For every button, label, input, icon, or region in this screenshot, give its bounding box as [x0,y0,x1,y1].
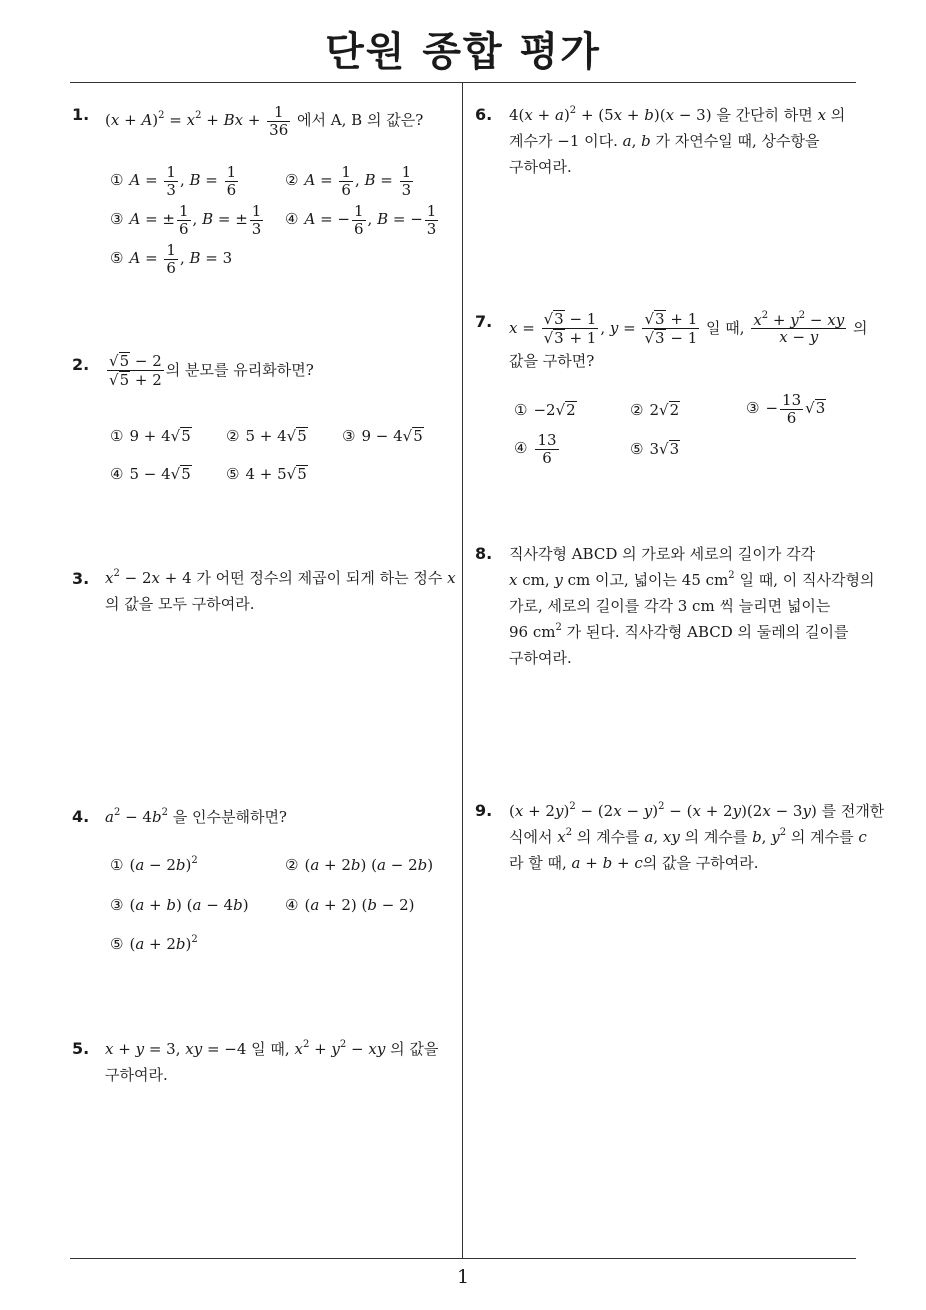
problem-stem: $\frac{√5 - 2}{√5 + 2}$ 의 분모를 유리화하면? [109,352,314,390]
option-1[interactable]: ① −2√2 [514,401,576,419]
problem-number: 7. [475,312,493,331]
problem-stem-line-1: x + y = 3, xy = −4 일 때, $x^2 + y^2$ − xy 의 값을 [105,1039,439,1058]
stem-text: 을 인수분해하면? [167,808,287,826]
problem-stem-line-2: 의 값을 모두 구하여라. [105,595,255,613]
problem-number: 8. [475,544,493,563]
problem-stem-line-2: 계수가 −1 이다. a, b 가 자연수일 때, 상수항을 [509,132,820,150]
stem-text: 일 때, [246,1040,295,1058]
top-rule [70,82,856,83]
page-number: 1 [456,1266,470,1288]
option-5[interactable]: ⑤ 4 + 5√5 [226,465,307,483]
problem-stem: $a^2 - 4b^2$ 을 인수분해하면? [105,807,287,826]
option-5[interactable]: ⑤ 3√3 [630,440,680,458]
stem-text: 의 [848,318,868,337]
option-4[interactable]: ④ $\frac{13}{6}$ [514,431,557,467]
option-2[interactable]: ② A = $\frac{1}{6}$ , B = $\frac{1}{3}$ [285,163,412,199]
option-2[interactable]: ② 2√2 [630,401,680,419]
option-3[interactable]: ③ A = ± $\frac{1}{6}$ , B = ± $\frac{1}{3}$ [110,202,262,238]
option-3[interactable]: ③ − $\frac{13}{6}$ √3 [746,391,826,427]
option-5[interactable]: ⑤ A = $\frac{1}{6}$ , B = 3 [110,241,233,277]
option-1[interactable]: ① 9 + 4√5 [110,427,191,445]
problem-stem-line-1: $(x + 2y)^2 - (2x - y)^2 - (x + 2y)(2x - 3y)$ 를 전개한 [509,801,885,820]
column-divider [462,83,463,1258]
problem-number: 4. [72,807,90,826]
stem-text: 의 값을 [385,1040,439,1058]
problem-stem-line-2: x cm, y cm 이고, 넓이는 45 $cm^2$ 일 때, 이 직사각형의 [509,570,875,589]
option-3[interactable]: ③ (a + b) (a − 4b) [110,896,249,914]
problem-stem: $(x + A)^2 = x^2 + Bx$ + $\frac{1}{36}$ 에서 A, B 의 값은? [105,103,424,139]
problem-number: 1. [72,105,90,124]
problem-number: 2. [72,355,90,374]
stem-text: 가 어떤 정수의 제곱이 되게 하는 정수 [191,569,448,587]
problem-stem-line-4: 96 $cm^2$ 가 된다. 직사각형 ABCD 의 둘레의 길이를 [509,622,849,641]
problem-stem-line-1: $4(x + a)^2 + (5x + b)(x - 3)$ 을 간단히 하면 x 의 [509,105,846,124]
problem-stem-line-1: x = $\frac{√3 - 1}{√3 + 1}$ , y = $\frac{√3 + 1}{√3 - 1}$ 일 때, $\frac{x^2 + y^2 - xy}{x - y}$ 의 [509,309,868,348]
option-3[interactable]: ③ 9 − 4√5 [342,427,423,445]
stem-text: 일 때, [701,318,750,337]
problem-stem-line-2: 값을 구하면? [509,352,595,370]
option-2[interactable]: ② (a + 2b) (a − 2b) [285,856,434,874]
option-4[interactable]: ④ 5 − 4√5 [110,465,191,483]
page-title: 단원 종합 평가 [325,29,601,75]
option-1[interactable]: ① A = $\frac{1}{3}$ , B = $\frac{1}{6}$ [110,163,237,199]
problem-stem-line-2: 식에서 $x^2$ 의 계수를 a, xy 의 계수를 b, $y^2$ 의 계수를 c [509,827,867,846]
option-2[interactable]: ② 5 + 4√5 [226,427,307,445]
problem-number: 5. [72,1039,90,1058]
option-1[interactable]: ① $(a - 2b)^2$ [110,855,198,874]
stem-text: 에서 A, B 의 값은? [297,111,424,129]
problem-stem-line-5: 구하여라. [509,649,572,667]
bottom-rule [70,1258,856,1259]
option-5[interactable]: ⑤ $(a + 2b)^2$ [110,934,198,953]
problem-stem-line-3: 라 할 때, a + b + c의 값을 구하여라. [509,854,759,872]
problem-stem-line-3: 구하여라. [509,158,572,176]
problem-number: 6. [475,105,493,124]
option-4[interactable]: ④ (a + 2) (b − 2) [285,896,415,914]
stem-text: 을 간단히 하면 [711,106,818,124]
problem-stem-line-3: 가로, 세로의 길이를 각각 3 cm 씩 늘리면 넓이는 [509,597,831,615]
option-4[interactable]: ④ A = − $\frac{1}{6}$ , B = − $\frac{1}{3}$ [285,202,437,238]
problem-stem-line-1: 직사각형 ABCD 의 가로와 세로의 길이가 각각 [509,545,816,563]
problem-stem-line-1: $x^2 - 2x + 4$ 가 어떤 정수의 제곱이 되게 하는 정수 x [105,568,456,587]
stem-text: 의 분모를 유리화하면? [165,360,314,379]
problem-stem-line-2: 구하여라. [105,1066,168,1084]
problem-number: 3. [72,569,90,588]
problem-number: 9. [475,801,493,820]
stem-text: 의 [826,106,846,124]
